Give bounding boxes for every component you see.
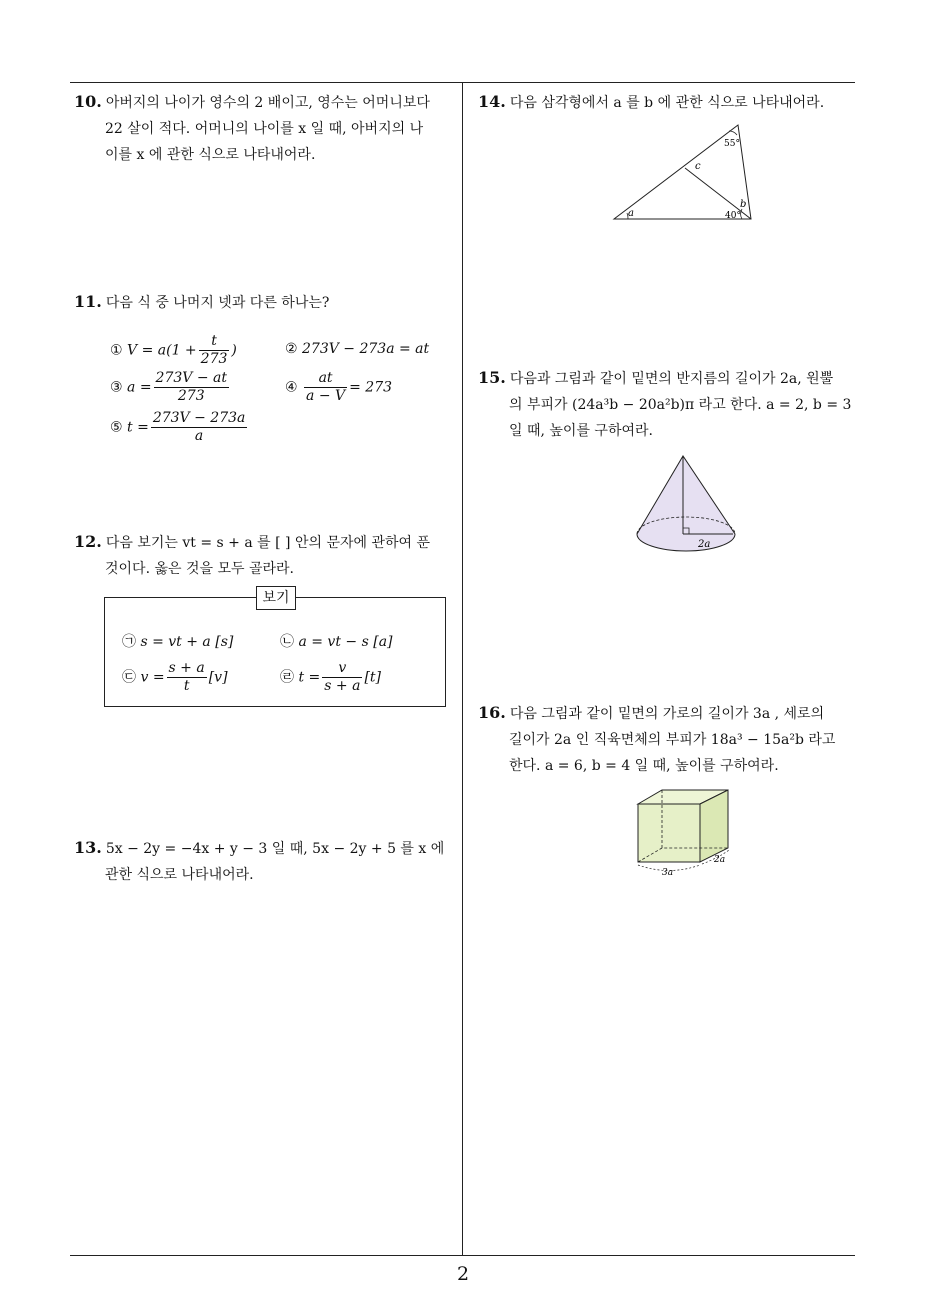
fraction <box>167 660 207 695</box>
question-text: 길이가 2a 인 직육면체의 부피가 18a³ − 15a²b 라고 <box>509 732 836 748</box>
angle-label-55: 55° <box>724 139 740 149</box>
denominator: 273 <box>177 388 205 404</box>
angle-label-40: 40° <box>725 211 741 221</box>
width-label: 3a <box>662 868 674 878</box>
fraction <box>304 370 347 405</box>
question-text: 관한 식으로 나타내어라. <box>105 867 254 883</box>
question-10 <box>74 89 430 168</box>
question-number: 12. <box>74 532 102 551</box>
question-number: 11. <box>74 292 102 311</box>
numerator: 273V − 273a <box>152 410 246 426</box>
radius-label: 2a <box>698 539 711 550</box>
triangle-figure <box>610 122 760 224</box>
question-number: 14. <box>478 92 506 111</box>
choice-mark: ③ <box>110 379 123 396</box>
choice-3[interactable] <box>110 370 231 405</box>
item-mark: ㉣ <box>280 669 294 686</box>
item-expression: [v] <box>208 669 228 686</box>
bogi-item-1[interactable] <box>122 631 233 651</box>
fraction <box>322 660 362 695</box>
item-expression: s = vt + a [s] <box>140 634 234 650</box>
question-text: 다음 보기는 vt = s + a 를 [ ] 안의 문자에 관하여 푼 <box>105 535 431 551</box>
question-13 <box>74 835 444 888</box>
item-mark: ㉢ <box>122 669 136 686</box>
choice-5[interactable] <box>110 410 249 445</box>
numerator: at <box>304 370 347 388</box>
choice-expression: = 273 <box>349 379 393 396</box>
question-text: 다음 식 중 나머지 넷과 다른 하나는? <box>105 295 330 311</box>
cuboid-figure <box>632 786 736 878</box>
choice-mark: ⑤ <box>110 419 123 436</box>
question-12 <box>74 529 430 582</box>
numerator: s + a <box>168 660 205 676</box>
choice-2[interactable] <box>285 341 429 357</box>
question-number: 15. <box>478 368 506 387</box>
denominator: a <box>194 428 204 444</box>
label-c: c <box>695 161 701 172</box>
cone-figure <box>634 452 738 556</box>
bottom-rule <box>70 1255 855 1256</box>
choice-expression: t = <box>127 419 149 436</box>
question-text: 5x − 2y = −4x + y − 3 일 때, 5x − 2y + 5 를 x 에 <box>105 841 445 857</box>
bogi-item-3[interactable] <box>122 660 228 695</box>
denominator: t <box>183 678 190 694</box>
item-expression: v = <box>140 669 165 686</box>
question-14 <box>478 89 824 116</box>
angle-arc-top <box>729 131 737 135</box>
choice-mark: ① <box>110 342 123 359</box>
question-16 <box>478 700 835 779</box>
choice-mark: ② <box>285 341 298 357</box>
item-expression: a = vt − s [a] <box>298 634 393 650</box>
question-number: 13. <box>74 838 102 857</box>
label-a: a <box>628 208 634 219</box>
choice-1[interactable] <box>110 333 237 368</box>
choice-expression: 273V − 273a = at <box>302 341 430 357</box>
question-text: 아버지의 나이가 영수의 2 배이고, 영수는 어머니보다 <box>105 95 430 111</box>
numerator: v <box>322 660 362 678</box>
question-text: 한다. a = 6, b = 4 일 때, 높이를 구하여라. <box>509 758 779 774</box>
question-text: 22 살이 적다. 어머니의 나이를 x 일 때, 아버지의 나 <box>105 121 424 137</box>
bogi-item-2[interactable] <box>280 631 393 651</box>
numerator: t <box>199 333 230 351</box>
item-mark: ㉠ <box>122 634 136 650</box>
question-text: 것이다. 옳은 것을 모두 골라라. <box>105 561 294 577</box>
question-text: 다음과 그림과 같이 밑면의 반지름의 길이가 2a, 원뿔 <box>509 371 834 387</box>
item-expression: [t] <box>364 669 381 686</box>
choice-mark: ④ <box>285 379 298 396</box>
choice-expression: V = a(1 + <box>127 342 197 359</box>
denominator: 273 <box>200 351 228 367</box>
numerator: 273V − at <box>155 370 227 386</box>
question-number: 10. <box>74 92 102 111</box>
question-text: 다음 삼각형에서 a 를 b 에 관한 식으로 나타내어라. <box>509 95 825 111</box>
question-text: 일 때, 높이를 구하여라. <box>509 423 653 439</box>
question-text: 다음 그림과 같이 밑면의 가로의 길이가 3a , 세로의 <box>509 706 825 722</box>
fraction <box>154 370 229 405</box>
depth-label: 2a <box>714 855 726 865</box>
denominator: s + a <box>324 678 361 694</box>
question-11 <box>74 289 329 316</box>
page-number: 2 <box>456 1263 470 1285</box>
question-15 <box>478 365 851 444</box>
choice-expression: a = <box>127 379 152 396</box>
question-text: 의 부피가 (24a³b − 20a²b)π 라고 한다. a = 2, b = 3 <box>509 397 852 413</box>
question-text: 이를 x 에 관한 식으로 나타내어라. <box>105 147 316 163</box>
question-number: 16. <box>478 703 506 722</box>
cone-body <box>637 456 735 551</box>
choice-4[interactable] <box>285 370 392 405</box>
item-mark: ㉡ <box>280 634 294 650</box>
label-b: b <box>740 199 747 210</box>
cuboid-front-face <box>638 804 700 862</box>
denominator: a − V <box>306 388 346 404</box>
column-divider <box>462 82 463 1256</box>
fraction <box>199 333 230 368</box>
choice-expression: ) <box>231 342 237 359</box>
bogi-label: 보기 <box>256 586 296 610</box>
bogi-item-4[interactable] <box>280 660 381 695</box>
item-expression: t = <box>298 669 321 686</box>
fraction <box>151 410 248 445</box>
